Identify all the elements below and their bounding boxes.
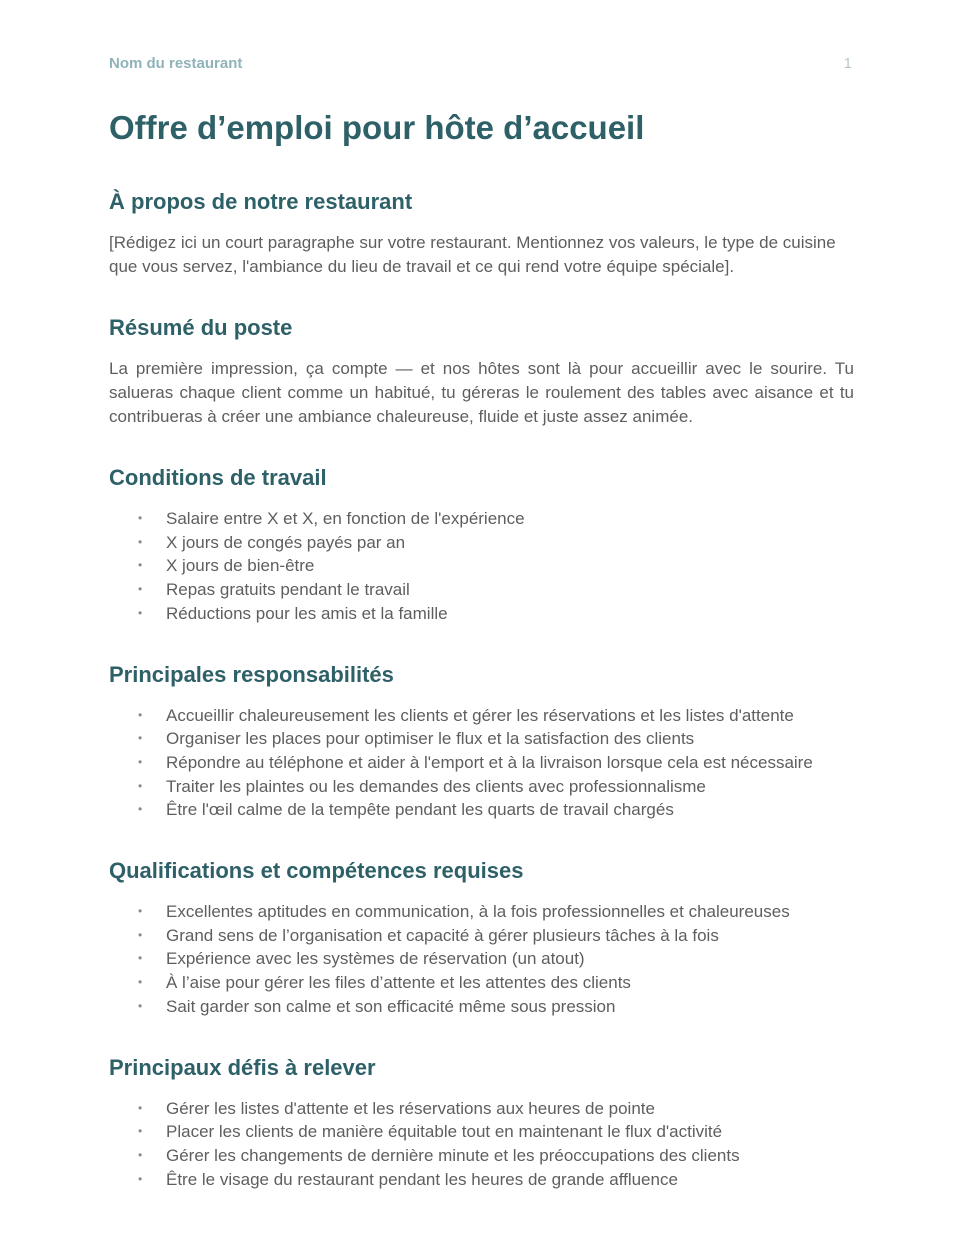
list-item-text: À l’aise pour gérer les files d’attente et les attentes des clients — [166, 973, 631, 993]
bullet-icon: • — [138, 754, 143, 769]
list-item — [109, 1097, 854, 1121]
bullet-icon: • — [138, 1124, 143, 1139]
list-item — [109, 1120, 854, 1144]
list-item — [109, 995, 854, 1019]
paragraph-summary: La première impression, ça compte — et nos hôtes sont là pour accueillir avec le sourire. Tu salueras chaque client comme un habitué, tu géreras le roulement des tables avec aisance et tu contribueras à créer une ambiance chaleureuse, fluide et juste assez animée. — [109, 359, 854, 426]
bullet-icon: • — [138, 731, 143, 746]
list-item-text: Être l'œil calme de la tempête pendant les quarts de travail chargés — [166, 800, 674, 820]
list-item-text: Expérience avec les systèmes de réservation (un atout) — [166, 949, 585, 969]
bullet-icon: • — [138, 534, 143, 549]
list-item — [109, 727, 854, 751]
list-item — [109, 602, 854, 626]
document-body — [109, 105, 854, 1191]
list-item-text: Réductions pour les amis et la famille — [166, 603, 448, 623]
section-heading: Résumé du poste — [109, 315, 293, 340]
list-item — [109, 1144, 854, 1168]
conditions-list — [109, 507, 854, 626]
bullet-icon: • — [138, 1171, 143, 1186]
list-item-text: Placer les clients de manière équitable tout en maintenant le flux d'activité — [166, 1122, 723, 1142]
list-item-text: Excellentes aptitudes en communication, à la fois professionnelles et chaleureuses — [166, 902, 790, 922]
section-summary — [109, 313, 854, 429]
list-item-text: Grand sens de l’organisation et capacité à gérer plusieurs tâches à la fois — [166, 925, 719, 945]
list-item-text: Être le visage du restaurant pendant les heures de grande affluence — [166, 1169, 678, 1189]
bullet-icon: • — [138, 951, 143, 966]
list-item-text: Salaire entre X et X, en fonction de l'expérience — [166, 509, 525, 528]
list-item — [109, 507, 854, 531]
bullet-icon: • — [138, 558, 143, 573]
list-item — [109, 798, 854, 822]
section-heading: Principaux défis à relever — [109, 1054, 376, 1080]
list-item — [109, 1168, 854, 1192]
section-about — [109, 187, 854, 279]
list-item — [109, 900, 854, 924]
list-item — [109, 578, 854, 602]
list-item-text: Organiser les places pour optimiser le flux et la satisfaction des clients — [166, 729, 695, 749]
responsibilities-list — [109, 704, 854, 823]
list-item-text: Gérer les listes d'attente et les réservations aux heures de pointe — [166, 1098, 655, 1118]
list-item — [109, 947, 854, 971]
bullet-icon: • — [138, 975, 143, 990]
bullet-icon: • — [138, 927, 143, 942]
challenges-list — [109, 1097, 854, 1192]
list-item-text: X jours de bien-être — [166, 556, 315, 576]
bullet-icon: • — [138, 707, 143, 722]
section-heading: Qualifications et compétences requises — [109, 858, 524, 884]
list-item — [109, 531, 854, 555]
list-item-text: Repas gratuits pendant le travail — [166, 580, 410, 600]
bullet-icon: • — [138, 802, 143, 817]
bullet-icon: • — [138, 904, 143, 919]
bullet-icon: • — [138, 582, 143, 597]
paragraph-about: [Rédigez ici un court paragraphe sur votre restaurant. Mentionnez vos valeurs, le type de cuisine que vous servez, l'ambiance du lieu de travail et ce qui rend votre équipe spéciale]. — [109, 233, 836, 276]
list-item-text: Sait garder son calme et son efficacité même sous pression — [166, 996, 616, 1016]
document-title: Offre d’emploi pour hôte d’accueil — [109, 109, 645, 146]
list-item-text: Gérer les changements de dernière minute et les préoccupations des clients — [166, 1145, 740, 1165]
list-item — [109, 554, 854, 578]
list-item — [109, 704, 854, 728]
list-item-text: X jours de congés payés par an — [166, 532, 406, 552]
section-challenges — [109, 1053, 854, 1192]
section-heading: Conditions de travail — [109, 465, 327, 490]
bullet-icon: • — [138, 998, 143, 1013]
bullet-icon: • — [138, 1147, 143, 1162]
section-conditions — [109, 463, 854, 626]
bullet-icon: • — [138, 605, 143, 620]
bullet-icon: • — [138, 778, 143, 793]
list-item-text: Traiter les plaintes ou les demandes des clients avec professionnalisme — [166, 776, 706, 796]
section-responsibilities — [109, 660, 854, 823]
section-heading: Principales responsabilités — [109, 661, 394, 687]
bullet-icon: • — [138, 1100, 143, 1115]
section-heading: À propos de notre restaurant — [109, 189, 413, 214]
list-item — [109, 971, 854, 995]
list-item — [109, 775, 854, 799]
section-qualifications — [109, 856, 854, 1019]
list-item — [109, 751, 854, 775]
list-item-text: Répondre au téléphone et aider à l'emport et à la livraison lorsque cela est nécessaire — [166, 752, 813, 772]
page-number: 1 — [843, 55, 852, 72]
bullet-icon: • — [138, 511, 143, 525]
list-item — [109, 924, 854, 948]
running-header-restaurant-name: Nom du restaurant — [109, 55, 243, 72]
qualifications-list — [109, 900, 854, 1019]
list-item-text: Accueillir chaleureusement les clients et gérer les réservations et les listes d'attente — [166, 705, 794, 725]
